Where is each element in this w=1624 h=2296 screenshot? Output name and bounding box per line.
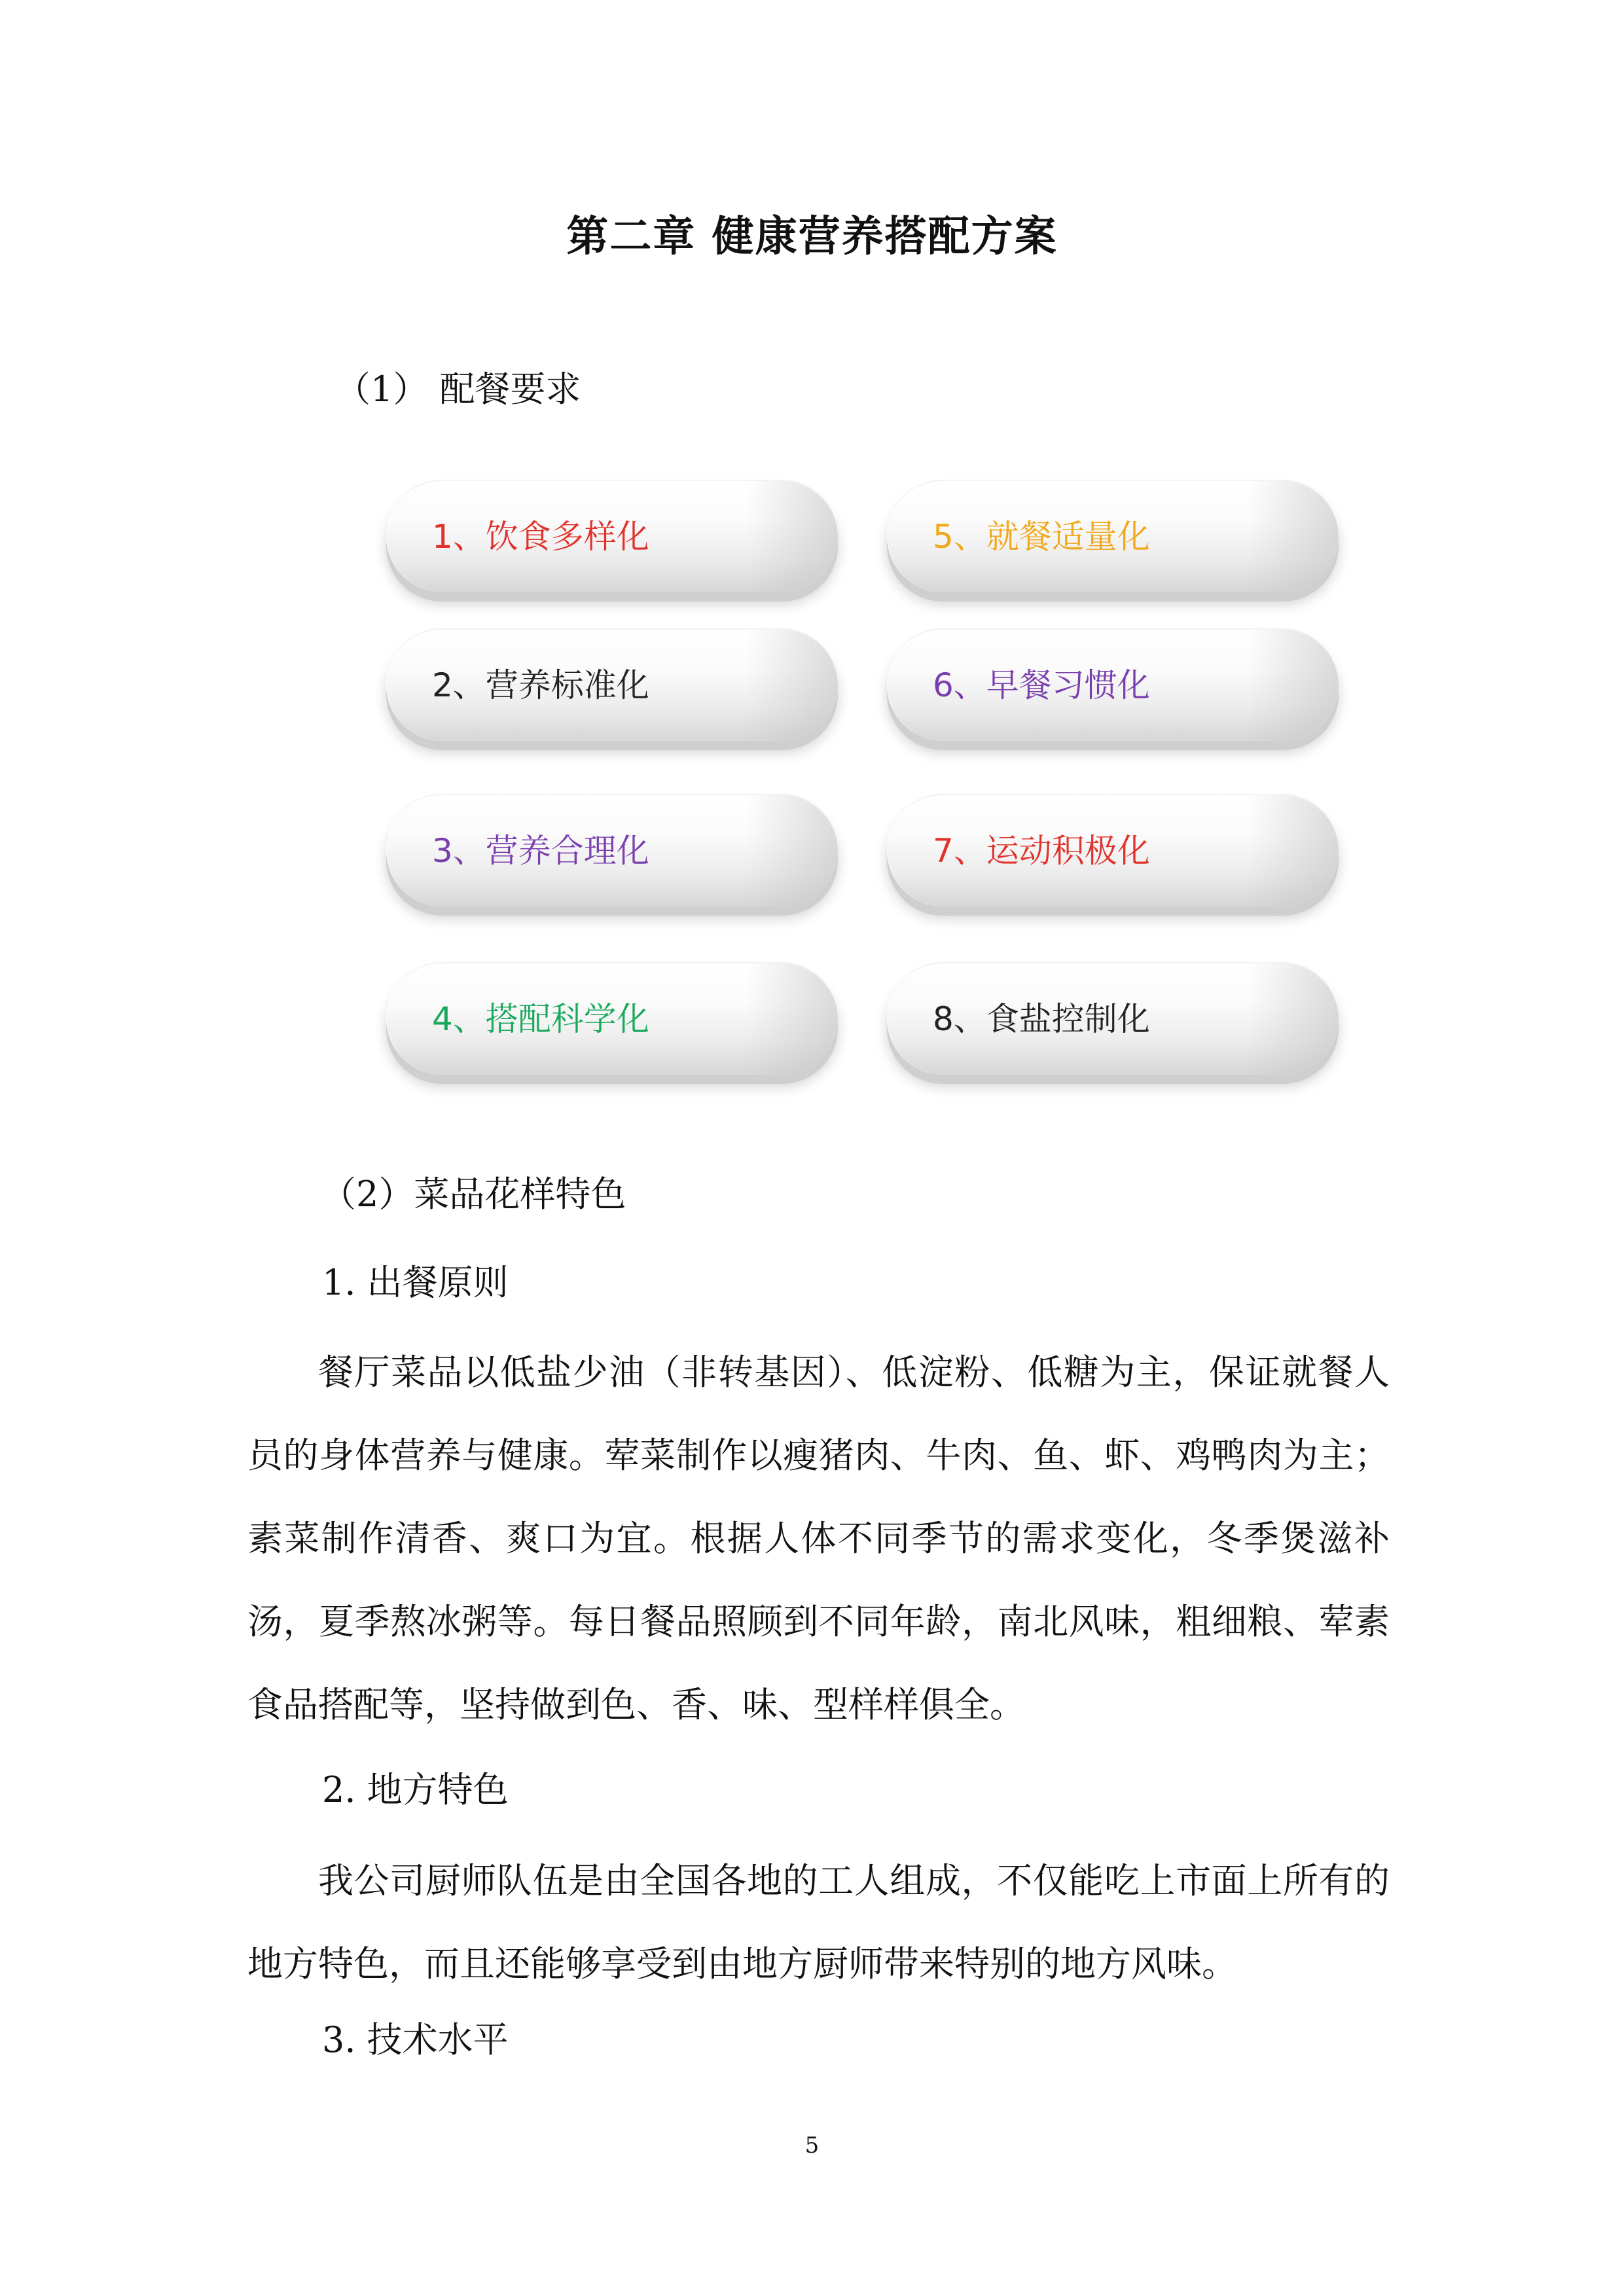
requirement-pill-3 [386, 794, 838, 906]
subheading-serving-principles: 1. 出餐原则 [322, 1262, 509, 1303]
paragraph-regional-features: 我公司厨师队伍是由全国各地的工人组成，不仅能吃上市面上所有的地方特色，而且还能够享受到由地方厨师带来特别的地方风味。 [247, 1860, 1390, 1984]
requirement-pill-5 [887, 480, 1339, 592]
subheading-technical-level: 3. 技术水平 [322, 2019, 509, 2060]
requirement-label: 6、早餐习惯化 [933, 666, 1150, 704]
requirement-pill-2 [386, 628, 838, 741]
requirement-pill-8 [887, 962, 1339, 1075]
section-heading-meal-requirements: （1） 配餐要求 [335, 368, 581, 410]
requirement-label: 5、就餐适量化 [933, 518, 1150, 556]
page-number: 5 [804, 2132, 820, 2159]
section-heading-dish-features: （2）菜品花样特色 [321, 1174, 626, 1215]
requirement-label: 1、饮食多样化 [432, 518, 649, 556]
requirement-pill-4 [386, 962, 838, 1075]
requirement-label: 8、食盐控制化 [933, 1000, 1150, 1038]
requirement-label: 4、搭配科学化 [432, 1000, 649, 1038]
requirement-pill-6 [887, 628, 1339, 741]
requirement-label: 2、营养标准化 [432, 666, 649, 704]
requirement-pill-1 [386, 480, 838, 592]
requirement-label: 7、运动积极化 [933, 832, 1150, 870]
requirement-pill-7 [887, 794, 1339, 906]
paragraph-serving-principles: 餐厅菜品以低盐少油（非转基因）、低淀粉、低糖为主，保证就餐人员的身体营养与健康。荤菜制作以瘦猪肉、牛肉、鱼、虾、鸡鸭肉为主；素菜制作清香、爽口为宜。根据人体不同季节的需求变化，冬季煲滋补汤，夏季熬冰粥等。每日餐品照顾到不同年龄，南北风味，粗细粮、荤素食品搭配等，坚持做到色、香、味、型样样俱全。 [247, 1352, 1390, 1725]
chapter-title: 第二章 健康营养搭配方案 [566, 213, 1058, 261]
requirement-label: 3、营养合理化 [432, 832, 649, 870]
subheading-regional-features: 2. 地方特色 [322, 1769, 509, 1810]
